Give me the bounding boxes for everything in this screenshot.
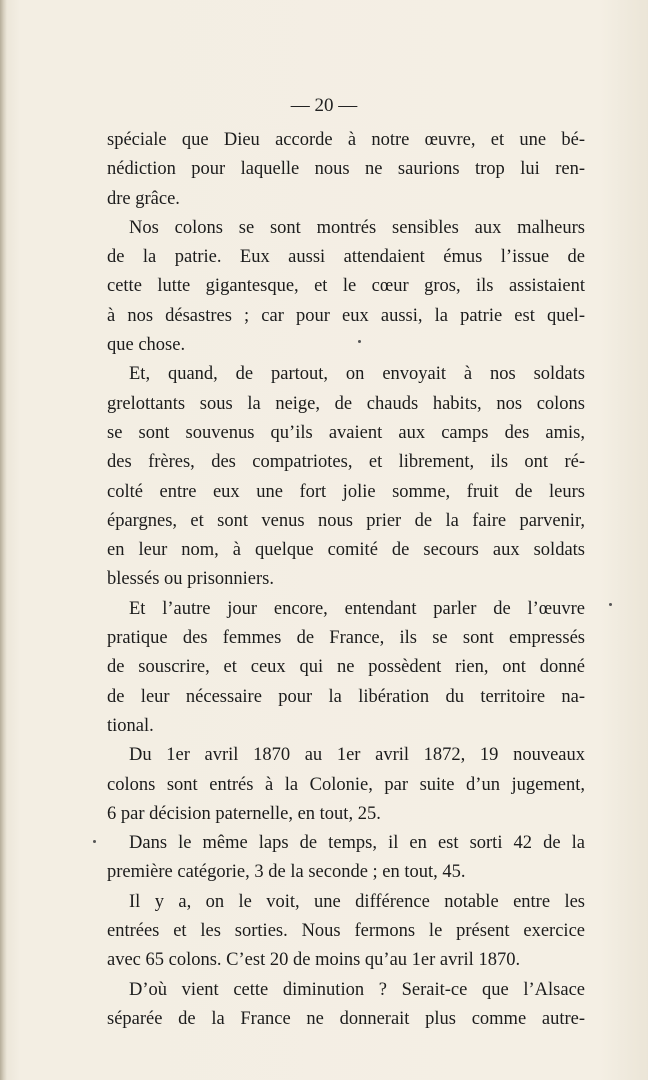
text-line: première catégorie, 3 de la seconde ; en tout, 45. — [107, 862, 466, 883]
text-line: se sont souvenus qu’ils avaient aux camps des amis, — [107, 422, 585, 443]
text-line: que chose. — [107, 335, 186, 356]
page-number: — 20 — — [290, 95, 358, 116]
text-line: pratique des femmes de France, ils se sont empressés — [107, 628, 585, 649]
text-line: de souscrire, et ceux qui ne possèdent rien, ont donné — [107, 657, 585, 678]
text-line: grelottants sous la neige, de chauds habits, nos colons — [107, 393, 585, 414]
text-line: Et l’autre jour encore, entendant parler de l’œuvre — [129, 598, 585, 619]
text-line: blessés ou prisonniers. — [107, 569, 274, 590]
text-line: colons sont entrés à la Colonie, par suite d’un jugement, — [107, 774, 585, 795]
text-line: tional. — [107, 715, 154, 736]
text-line: entrées et les sorties. Nous fermons le présent exercice — [107, 921, 585, 942]
ink-speck — [609, 603, 612, 606]
text-line: avec 65 colons. C’est 20 de moins qu’au 1er avril 1870. — [107, 950, 521, 971]
binding-edge — [0, 0, 7, 1080]
text-line: D’où vient cette diminution ? Serait-ce que l’Alsace — [129, 979, 585, 1000]
text-line: Il y a, on le voit, une différence notable entre les — [129, 891, 585, 912]
text-line: de leur nécessaire pour la libération du territoire na- — [107, 686, 585, 707]
text-line: nédiction pour laquelle nous ne saurions trop lui ren- — [107, 159, 585, 180]
text-line: de la patrie. Eux aussi attendaient émus l’issue de — [107, 247, 585, 268]
text-line: des frères, des compatriotes, et librement, ils ont ré- — [107, 452, 585, 473]
text-line: dre grâce. — [107, 188, 180, 209]
ink-speck — [358, 340, 361, 343]
ink-speck — [93, 840, 96, 843]
text-line: 6 par décision paternelle, en tout, 25. — [107, 803, 381, 824]
text-line: cette lutte gigantesque, et le cœur gros, ils assistaient — [107, 276, 585, 297]
text-line: séparée de la France ne donnerait plus comme autre- — [107, 1008, 585, 1029]
text-line: Nos colons se sont montrés sensibles aux malheurs — [129, 217, 585, 238]
text-line: colté entre eux une fort jolie somme, fruit de leurs — [107, 481, 585, 502]
text-line: à nos désastres ; car pour eux aussi, la patrie est quel- — [107, 305, 585, 326]
text-line: spéciale que Dieu accorde à notre œuvre, et une bé- — [107, 130, 585, 150]
text-line: Et, quand, de partout, on envoyait à nos soldats — [129, 364, 585, 385]
text-line: épargnes, et sont venus nous prier de la faire parvenir, — [107, 510, 585, 531]
text-line: en leur nom, à quelque comité de secours aux soldats — [107, 540, 585, 561]
text-line: Dans le même laps de temps, il en est sorti 42 de la — [129, 833, 585, 854]
body-text — [107, 126, 585, 1034]
text-line: Du 1er avril 1870 au 1er avril 1872, 19 nouveaux — [129, 745, 585, 766]
